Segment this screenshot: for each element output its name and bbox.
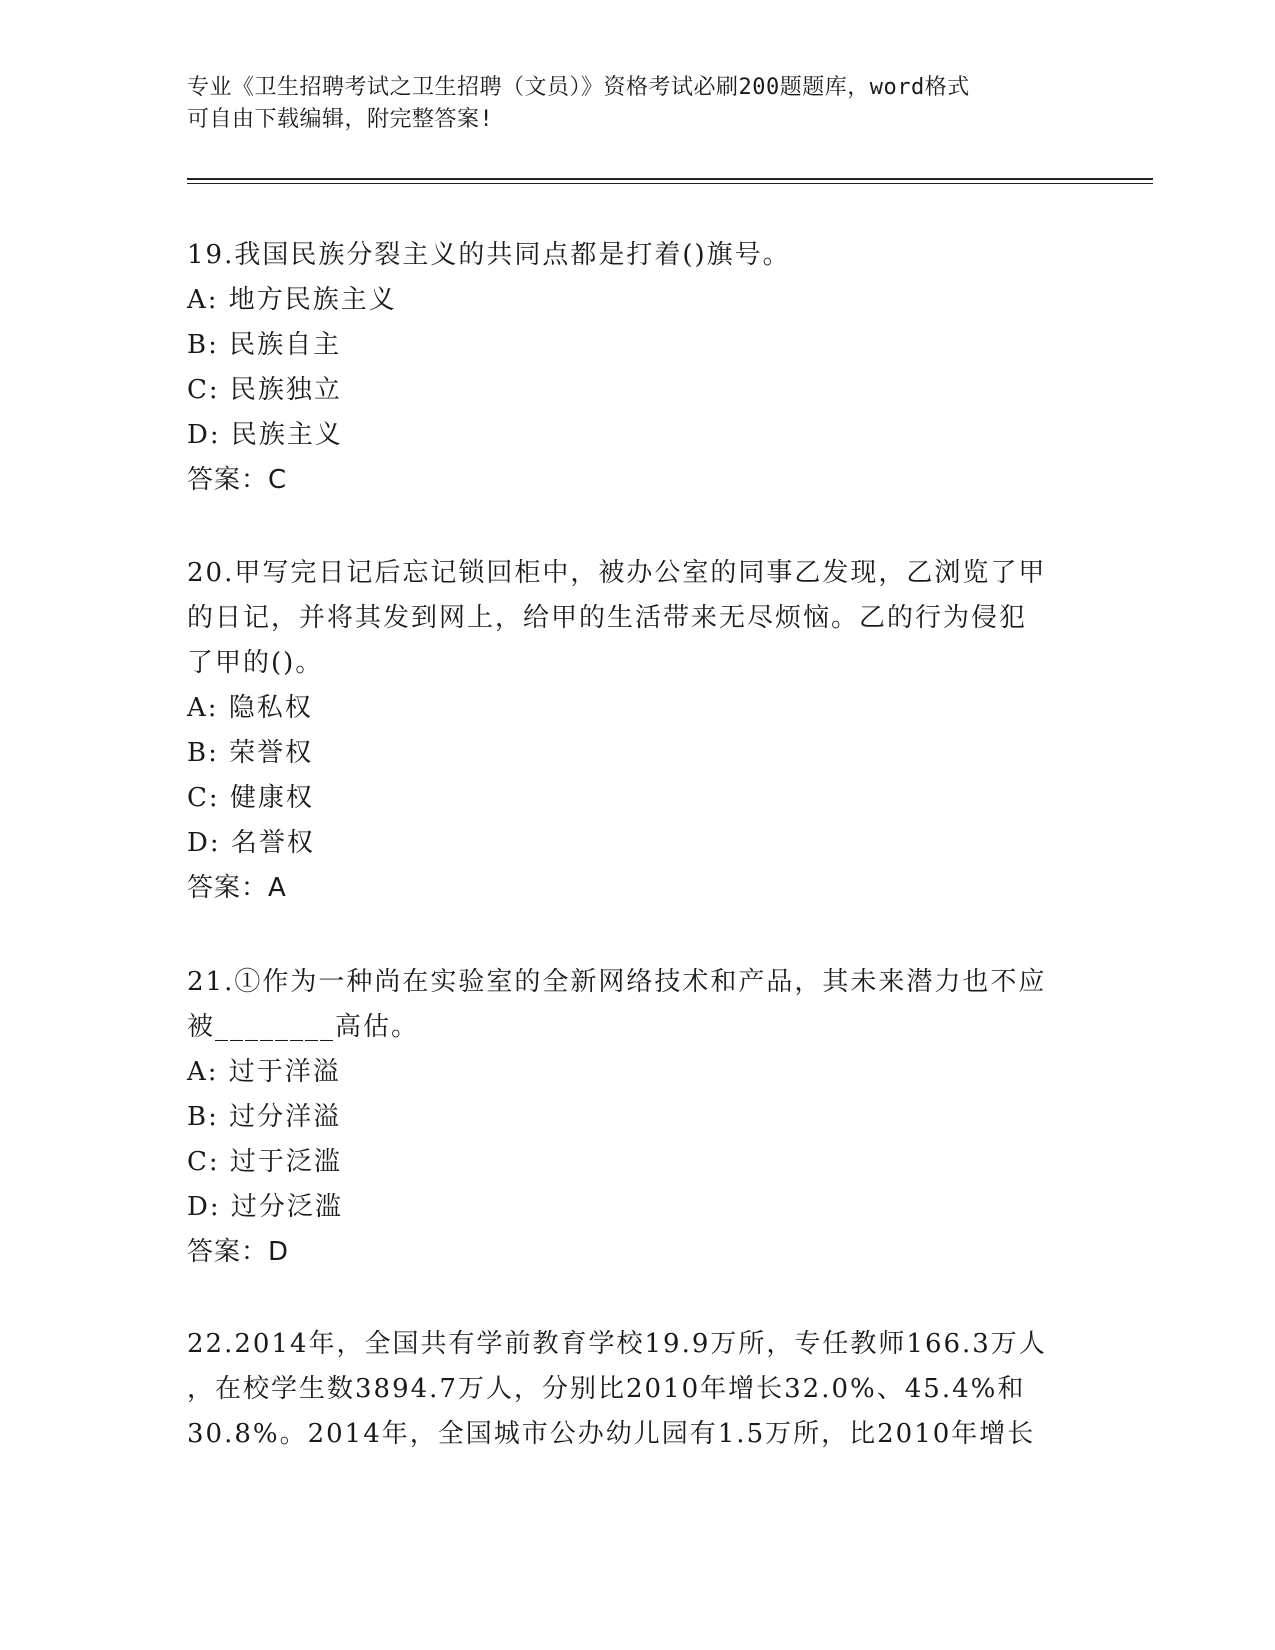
answer: 答案：C [187, 465, 288, 495]
option-c: C: 健康权 [187, 783, 314, 813]
question-stem-line-3: 了甲的()。 [187, 648, 324, 678]
header-line-1: 专业《卫生招聘考试之卫生招聘（文员）》资格考试必刷200题题库，word格式 [187, 75, 970, 100]
header-divider-thin [187, 183, 1153, 184]
option-a: A: 地方民族主义 [187, 285, 397, 315]
option-d: D: 过分泛滥 [187, 1192, 343, 1222]
question-19 [187, 233, 1067, 503]
question-20 [187, 551, 1067, 911]
question-stem-line-2: ，在校学生数3894.7万人，分别比2010年增长32.0%、45.4%和 [187, 1374, 1026, 1404]
question-21 [187, 960, 1067, 1275]
option-a: A: 隐私权 [187, 693, 313, 723]
option-c: C: 过于泛滥 [187, 1147, 342, 1177]
question-stem-line-1: 20.甲写完日记后忘记锁回柜中，被办公室的同事乙发现，乙浏览了甲 [187, 558, 1047, 588]
question-stem-line-2: 被________高估。 [187, 1012, 420, 1042]
document-header [187, 72, 1067, 136]
header-line-2: 可自由下载编辑，附完整答案! [187, 107, 494, 132]
option-d: D: 民族主义 [187, 420, 343, 450]
option-b: B: 民族自主 [187, 330, 342, 360]
question-22 [187, 1322, 1067, 1457]
answer: 答案：D [187, 1237, 290, 1267]
option-a: A: 过于洋溢 [187, 1057, 341, 1087]
question-stem-line-2: 的日记，并将其发到网上，给甲的生活带来无尽烦恼。乙的行为侵犯 [187, 603, 1028, 633]
question-stem-line-1: 22.2014年，全国共有学前教育学校19.9万所，专任教师166.3万人 [187, 1329, 1047, 1359]
answer: 答案：A [187, 873, 287, 903]
option-b: B: 荣誉权 [187, 738, 314, 768]
option-b: B: 过分洋溢 [187, 1102, 342, 1132]
option-d: D: 名誉权 [187, 828, 315, 858]
header-divider [187, 178, 1153, 180]
option-c: C: 民族独立 [187, 375, 342, 405]
question-stem: 19.我国民族分裂主义的共同点都是打着()旗号。 [187, 240, 791, 270]
question-stem-line-1: 21.①作为一种尚在实验室的全新网络技术和产品，其未来潜力也不应 [187, 967, 1047, 997]
question-stem-line-3: 30.8%。2014年，全国城市公办幼儿园有1.5万所，比2010年增长 [187, 1419, 1036, 1449]
